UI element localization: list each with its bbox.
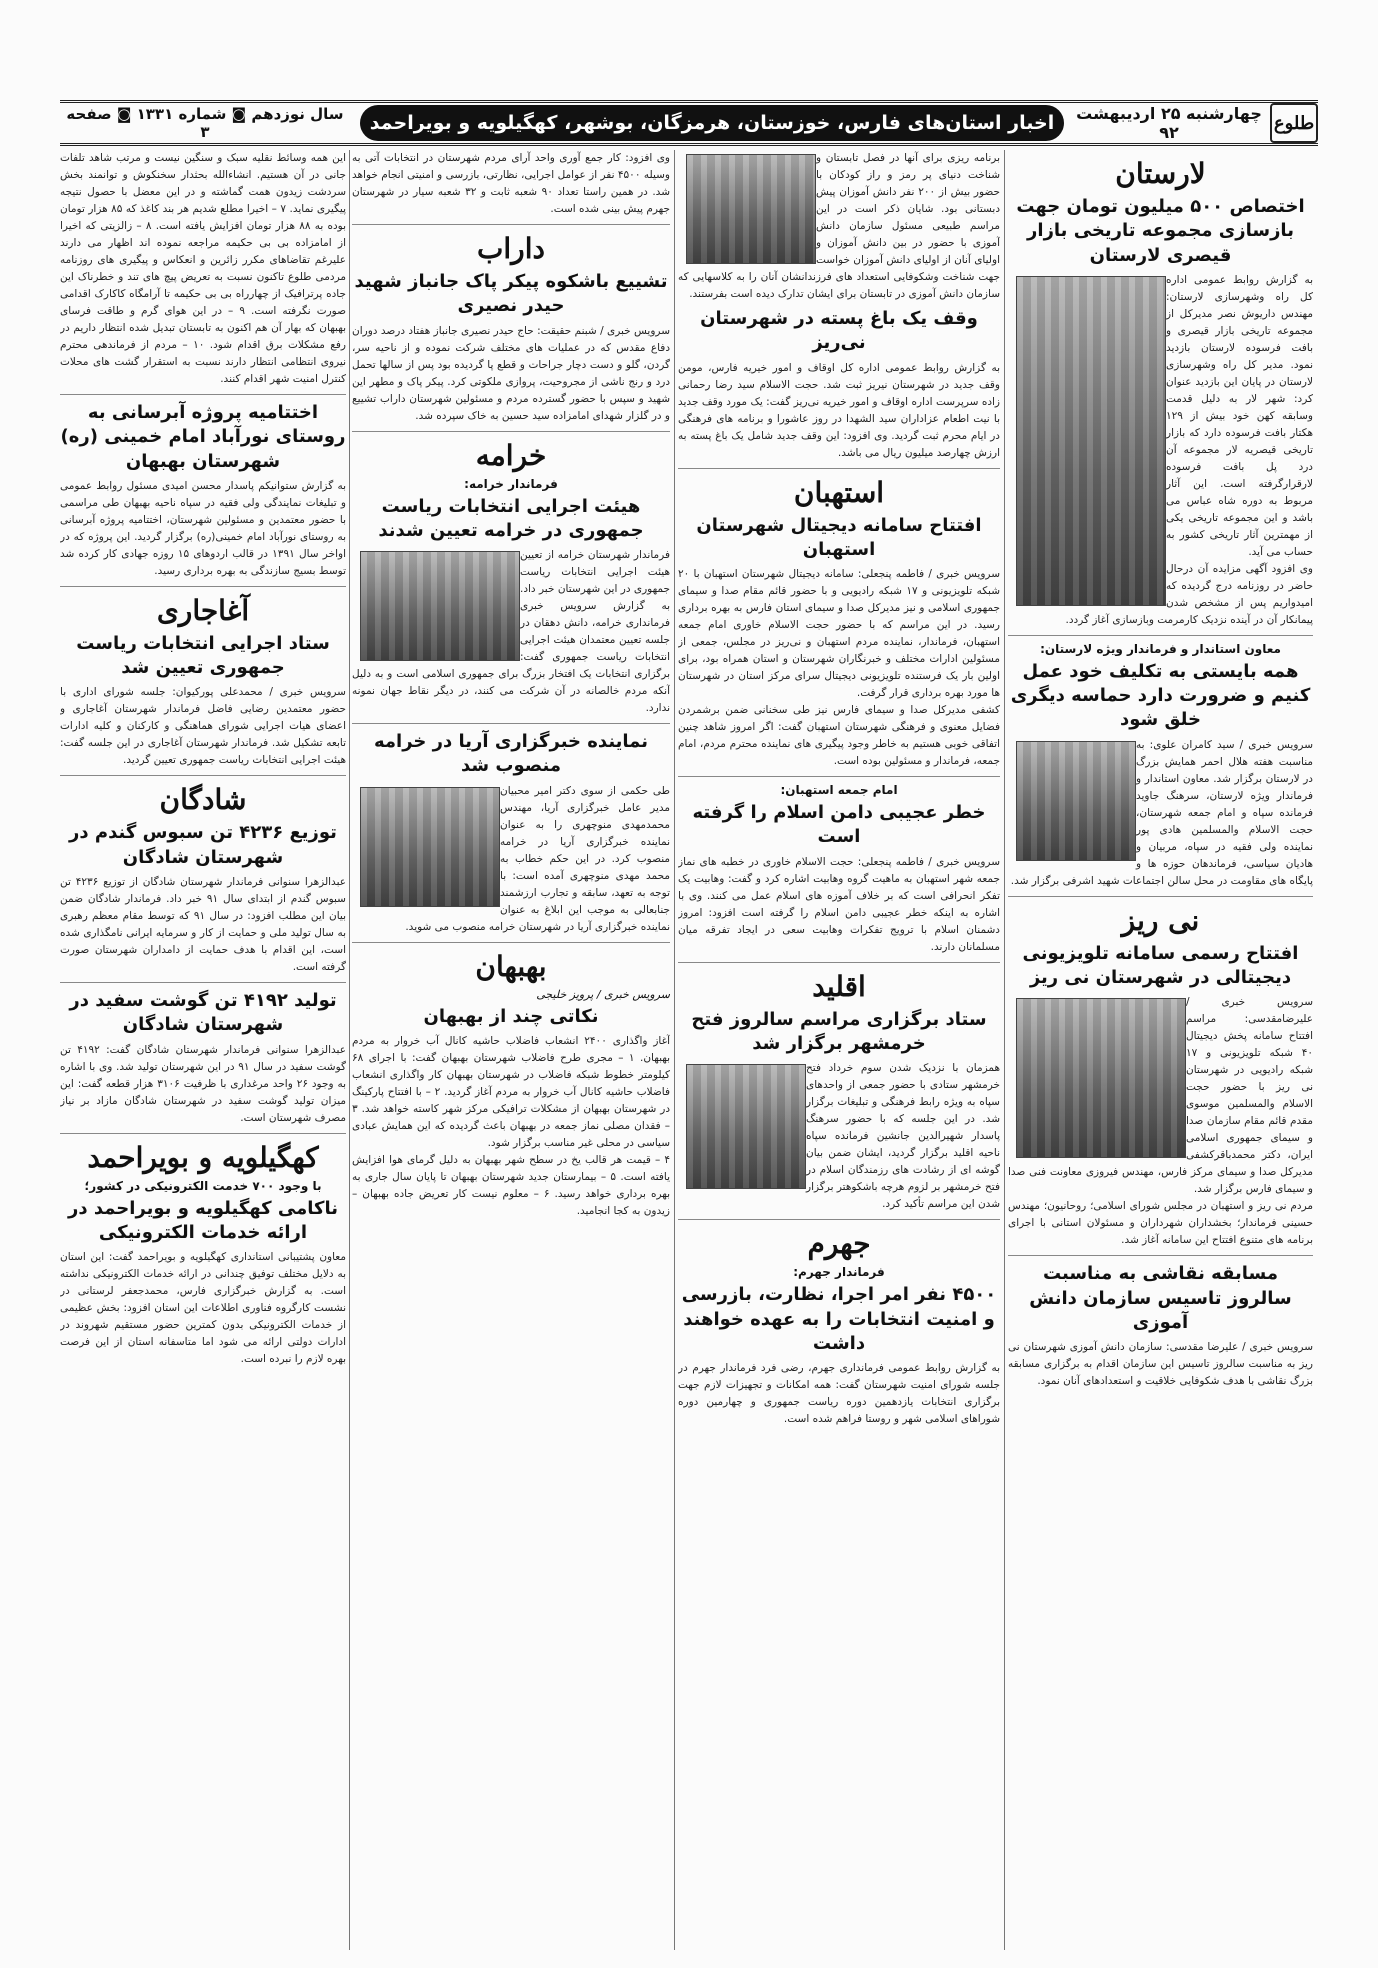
divider (60, 775, 346, 776)
article-headline: اختصاص ۵۰۰ میلیون تومان جهت بازسازی مجموعه تاریخی بازار قیصری لارستان (1016, 196, 1305, 266)
city-heading: بهبهان (475, 949, 547, 983)
article-headline: ستاد برگزاری مراسم سالروز فتح خرمشهر برگزار شد (691, 1008, 987, 1055)
column-3 (352, 150, 670, 1950)
city-heading: نی ریز (1121, 903, 1200, 937)
article-headline: اختتامیه پروژه آبرسانی به روستای نورآباد امام خمینی (ره) شهرستان بهبهان (60, 402, 346, 472)
city-heading: داراب (477, 232, 545, 265)
article-body: به گزارش روابط عمومی اداره کل راه وشهرسازی لارستان: مهندس داریوش نصر مدیرکل از مجموعه تاریخی بازار قیصری و بافت فرسوده لارستان بازدید نمود. مدیر کل راه وشهرسازی لارستان در پایان این بازدید عنوان کرد: شهر لار به دلیل قدمت وسابقه کهن خود بیش از ۱۲۹ هکتار بافت فرسوده دارد که بازار تاریخی قیصریه لار مجموعه آن درد پل بافت فرسوده لارقرارگرفته است. این آثار مربوط به دوره شاه عباس می باشد و این مجموعه تاریخی یکی از مهمترین آثار تاریخی کشور به حساب می آید. (1166, 273, 1313, 558)
divider (1008, 1255, 1313, 1256)
divider (678, 468, 1000, 469)
city-heading: کهگیلویه و بویراحمد (87, 1140, 319, 1174)
article-body: برنامه ریزی برای آنها در فصل تابستان و شناخت دنیای پر رمز و راز کودکان با حضور بیش از ۲۰۰ نفر دانش آموزان پیش دبستانی بود. شایان ذکر است در این مراسم طبیعی مسئول سازمان دانش آموزی با حضور در بین دانش آموزان و اولیای آنان از اولیای دانش آموزان خواست جهت شناخت وشکوفایی استعداد های فرزندانشان آنان را به کلاسهایی که سازمان دانش آموزی در تابستان برای ایشان تدارک دیده است بفرستند. (678, 152, 1000, 300)
divider (60, 586, 346, 587)
representative-photo (360, 787, 500, 907)
article-body: ۴ – قیمت هر قالب یخ در سطح شهر بهبهان به دلیل گرمای هوا افزایش یافته است. ۵ – بیمارستان جدید شهرستان بهبهان تا پایان سال جاری به بهره برداری خواهد رسید. ۶ – معلوم نیست کار تعریض جاده بهبهان – زیدون به کجا انجامید. (352, 1154, 670, 1218)
divider (352, 723, 670, 724)
column-divider (674, 150, 675, 1950)
article-headline: همه بایستی به تکلیف خود عمل کنیم و ضرورت دارد حماسه دیگری خلق شود (1010, 660, 1311, 731)
article-headline: ستاد اجرایی انتخابات ریاست جمهوری تعیین شد (76, 632, 330, 679)
article-headline: توزیع ۴۲۳۶ تن سبوس گندم در شهرستان شادگان (69, 822, 337, 868)
article-body: این همه وسائط نقلیه سبک و سنگین نیست و مرتب شاهد تلفات جانی در آن هستیم. انشاءالله بحثدار سخنکوش و توانمند بخش سردشت زیدون همت گماشته و در این معضل با حصول نتیجه پیگیری نماید. ۷ – اخیرا مطلع شدیم هر بند کاغذ که ۸۵ هزار تومان بوده به ۸۸ هزار تومان افزایش یافته است. ۸ – زالزیتی که اخیرا از امامزاده بی بی حکیمه مراجعه نموده اند اظهار می دارند علیرغم تقاضاهای مکرر زائرین و انعکاس و پیگیری های روزنامه مردمی طلوع تاکنون نسبت به تعریض پیچ های تند و خطرناک این جاده پرترافیک از چهارراه بی بی حکیمه تا آرامگاه کاکارک اقدامی صورت نگرفته است. ۹ – در این هوای گرم و طاقت فرسای بهبهان که بهار آن هم اکنون به تابستان تبدیل شده انتظار داریم در رفع مشکلات برق اقدام شود. ۱۰ – مردم از فرماندهی محترم نیروی انتظامی انتظار دارند نسبت به استقرار گشت های محلات کنترل امنیت شهر اقدام کنند. (60, 152, 346, 385)
column-1 (1008, 150, 1313, 1950)
article-body: سرویس خبری / محمدعلی پورکیوان: جلسه شورای اداری با حضور معتمدین رضایی فاضل فرماندار شهرستان آغاجاری و اعضای هیات اجرایی شورای هماهنگی و کارکنان و کلیه ادارات تابعه تشکیل شد. فرماندار شهرستان آغاجاری در این جلسه گفت: هیئت اجرایی انتخابات ریاست جمهوری تعیین گردید. (60, 686, 346, 767)
article-headline: تشییع باشکوه پیکر پاک جانباز شهید حیدر نصیری (354, 271, 668, 317)
article-body: فرماندار شهرستان خرامه از تعیین هیئت اجرایی انتخابات ریاست جمهوری در این شهرستان خبر داد. به گزارش سرویس خبری فرمانداری خرامه، دانش دهقان در جلسه تعیین معتمدان هیئت اجرایی انتخابات ریاست جمهوری گفت: برگزاری انتخابات یک افتخار بزرگ برای جمهوری اسلامی است و به دلیل آنکه مردم خالصانه در آن شرکت می کنند، در دیگر نقاط جهان نمونه ندارد. (352, 549, 670, 715)
meeting-photo (360, 551, 520, 661)
article-body: عبدالزهرا سنوانی فرماندار شهرستان شادگان از توزیع ۴۲۳۶ تن سبوس گندم از ابتدای سال ۹۱ خبر داد. فرماندار شادگان ضمن بیان این مطلب افزود: در سال ۹۱ که توسط مقام معظم رهبری به سال تولید ملی و حمایت از کار و سرمایه ایرانی نامگذاری شده است، این اقدام با هدف حمایت از دامداران شهرستان صورت گرفته است. (60, 876, 346, 974)
city-heading: جهرم (807, 1227, 871, 1261)
article-body: مردم نی ریز و استهبان در مجلس شورای اسلامی؛ روحانیون؛ مهندس حسینی فرماندار؛ بخشداران شهرداران و مسئولان استانی با اجرای برنامه های متنوع افتتاح این سامانه آغاز شد. (1008, 1200, 1313, 1247)
article-headline: وقف یک باغ پسته در شهرستان نی‌ریز (700, 308, 978, 354)
bazaar-photo (1016, 276, 1166, 606)
article-body: همزمان با نزدیک شدن سوم خرداد فتح خرمشهر ستادی با حضور جمعی از واحدهای سپاه به ویژه رابط فرهنگی و تبلیغات برگزار شد. در این جلسه که با حضور سرهنگ پاسدار شهیرالدین جانشین فرمانده سپاه ناحیه اقلید برگزار گردید، ایشان ضمن بیان گوشه ای از رشادت های رزمندگان اسلام در فتح خرمشهر بر لزوم هرچه باشکوهتر برگزار شدن این مراسم تأکید کرد. (806, 1062, 1000, 1211)
city-heading: خرامه (475, 438, 547, 472)
column-4 (60, 150, 346, 1950)
column-2 (678, 150, 1000, 1950)
city-heading: اقلید (812, 969, 866, 1003)
city-heading: آغاجاری (156, 593, 250, 627)
divider (352, 224, 670, 225)
article-body: معاون پشتیبانی استانداری کهگیلویه و بویراحمد گفت: این استان به دلایل مختلف توفیق چندانی در ارائه خدمات الکترونیکی نداشته است. به گزارش خبرگزاری فارس، محمدجعفر لرستانی در نشست کارگروه فناوری اطلاعات این استان افزود: بخش عظیمی از خدمات الکترونیکی بدون کمترین حضور مستقیم شهروند در ادارات دولتی ارائه می شود اما متاسفانه استان از این فرصت بهره لازم را نبرده است. (60, 1251, 346, 1366)
article-body: وی افزود: کار جمع آوری واحد آرای مردم شهرستان در انتخابات آتی به وسیله ۴۵۰۰ نفر از عوامل اجرایی، نظارتی، بازرسی و امنیتی انجام خواهد شد. در همین راستا تعداد ۹۰ شعبه ثابت و ۳۲ شعبه سیار در شهرستان جهرم پیش بینی شده است. (352, 152, 670, 215)
article-kicker: فرماندار جهرم: (793, 1265, 885, 1280)
article-headline: ناکامی کهگیلویه و بویراحمد در ارائه خدمات الکترونیکی (67, 1197, 339, 1243)
issue-date: چهارشنبه ۲۵ اردیبهشت ۹۲ (1076, 104, 1262, 142)
divider (352, 942, 670, 943)
article-kicker: فرماندار خرامه: (464, 476, 558, 491)
officials-photo (1016, 998, 1186, 1158)
article-kicker: با وجود ۷۰۰ خدمت الکترونیکی در کشور؛ (84, 1178, 322, 1193)
article-headline: خطر عجیبی دامن اسلام را گرفته است (692, 802, 986, 848)
article-byline: سرویس خبری / پرویز خلیجی (536, 987, 670, 1001)
article-body: سرویس خبری / فاطمه پنجعلی: حجت الاسلام خاوری در خطبه های نماز جمعه شهر استهبان به ماهیت گروه وهابیت اشاره کرد و گفت: وهابیت یک تفکر انحرافی است که بر خلاف آموزه های اسلام عمل می کنند. وی با اشاره به اینکه خطر عجیبی دامن اسلام را گرفته است افزود: امروز دشمنان اسلام با ترویج تفکرات وهابیت سعی در ایجاد تفرقه میان مسلمانان دارند. (678, 855, 1000, 953)
divider (678, 1219, 1000, 1220)
section-banner: اخبار استان‌های فارس، خوزستان، هرمزگان، بوشهر، کهگیلویه و بویراحمد (360, 105, 1064, 141)
article-body: سرویس خبری / علیرضا مقدسی: سازمان دانش آموزی شهرستان نی ریز به مناسبت سالروز تاسیس این سازمان اقدام به برگزاری مسابقه بزرگ نقاشی با هدف شکوفایی خلاقیت و استعدادهای آنان نمود. (1008, 1341, 1313, 1388)
article-body: کشفی مدیرکل صدا و سیمای فارس نیز طی سخنانی ضمن برشمردن فضایل معنوی و فرهنگی شهرستان استهبان گفت: اگر امروز شاهد چنین اتفاقی خوبی هستیم به خاطر وجود پیگیری های نماینده محترم مردم، امام جمعه، فرماندار و مسئولین بوده است. (678, 704, 1000, 768)
column-divider (349, 150, 350, 1950)
divider (60, 982, 346, 983)
divider (1008, 896, 1313, 897)
city-heading: لارستان (1115, 157, 1206, 190)
article-body: به گزارش ستوانیکم پاسدار محسن امیدی مسئول روابط عمومی و تبلیغات نمایندگی ولی فقیه در سپاه ناحیه بهبهان طی مراسمی با حضور معتمدین و مسئولین شهرستان، اختتامیه پروژه آبرسانی به روستای نورآباد امام خمینی(ره) برگزار گردید. این پروژه که در اواخر سال ۱۳۹۱ در قالب اردوهای ۱۵ روزه جهادی کار کرده شد توسط بسیج سازندگی به بهره برداری رسید. (60, 479, 346, 577)
article-body: وی افزود آگهی مزایده آن درحال حاضر در روزنامه درج گردیده که امیدواریم پس از مشخص شدن پیمانکار آن در آینده نزدیک کارمرمت وبازسازی آغاز گردد. (1065, 562, 1313, 626)
issue-info: سال نوزدهم ◙ شماره ۱۳۳۱ ◙ صفحه ۳ (66, 105, 344, 141)
article-body: به گزارش روابط عمومی فرمانداری جهرم، رضی فرد فرماندار جهرم در جلسه شورای امنیت شهرستان گفت: همه امکانات و تجهیزات لازم جهت برگزاری انتخابات یازدهمین دوره ریاست جمهوری و چهارمین دوره شوراهای اسلامی شهر و روستا فراهم شده است. (678, 1362, 1000, 1426)
students-photo (686, 154, 816, 264)
article-headline: نکاتی چند از بهبهان (423, 1005, 599, 1027)
divider (60, 394, 346, 395)
article-headline: نماینده خبرگزاری آریا در خرامه منصوب شد (373, 731, 649, 777)
divider (678, 776, 1000, 777)
ceremony-photo (1016, 741, 1136, 861)
article-body: عبدالزهرا سنوانی فرماندار شهرستان شادگان گفت: ۴۱۹۲ تن گوشت سفید در سال ۹۱ در این شهرستان تولید شد. وی با اشاره به وجود ۲۶ واحد مرغداری با ظرفیت ۳۱۰۶ هزار قطعه گفت: این میزان تولید گوشت سفید در شهرستان شادگان مازاد بر نیاز مصرف شهرستان است. (60, 1043, 346, 1124)
article-body: سرویس خبری / شبنم حقیقت: حاج حیدر نصیری جانباز هفتاد درصد دوران دفاع مقدس که در عملیات های مختلف شرکت نموده و از ناحیه سر، گردن، گلو و دست دچار جراحات و قطع پا گردیده بود پس از سالها تحمل درد و رنج ناشی از مجروحیت، پروازی ملکوتی کرد. پیکر پاک و مطهر این شهید و سپس با حضور گسترده مردم و مسئولین شهرستان داراب تشییع و در گلزار شهدای امامزاده سید حسین به خاک سپرده شد. (352, 324, 670, 422)
divider (352, 431, 670, 432)
article-headline: افتتاح رسمی سامانه تلویزیونی دیجیتالی در شهرستان نی ریز (1022, 942, 1299, 989)
article-headline: هیئت اجرایی انتخابات ریاست جمهوری در خرامه تعیین شدند (378, 495, 644, 541)
commander-photo (686, 1064, 806, 1189)
article-headline: تولید ۴۱۹۲ تن گوشت سفید در شهرستان شادگان (69, 990, 337, 1036)
city-heading: شادگان (159, 783, 247, 817)
article-headline: ۴۵۰۰ نفر امر اجرا، نظارت، بازرسی و امنیت انتخابات را به عهده خواهند داشت (681, 1284, 997, 1354)
article-body: سرویس خبری / علیرضامقدسی: مراسم افتتاح سامانه پخش دیجیتال ۴۰ شبکه تلویزیونی و ۱۷ شبکه رادیویی در شهرستان نی ریز با حضور حجت الاسلام والمسلمین موسوی مقدم قائم مقام سازمان صدا و سیمای جمهوری اسلامی ایران، دکتر محمدباقرکشفی مدیرکل صدا و سیمای مرکز فارس، مهندس فیروزی معاونت فنی صدا و سیمای فارس برگزار شد. (1008, 996, 1313, 1196)
column-divider (1004, 150, 1005, 1950)
city-heading: استهبان (793, 475, 885, 509)
article-body: سرویس خبری / سید کامران علوی: به مناسبت هفته هلال احمر همایش بزرگ در لارستان برگزار شد. معاون استاندار و فرماندار ویژه لارستان، سرهنگ جاوید فرمانده سپاه و امام جمعه شهرستان، حجت الاسلام والمسلمین هادی پور نماینده ولی فقیه در سپاه، مربیان و هادیان سیاسی، فرماندهان حوزه ها و پایگاه های مقاومت در محل سالن اجتماعات شهید اشرفی برگزار شد. (1010, 738, 1313, 887)
article-kicker: معاون استاندار و فرماندار ویژه لارستان: (1040, 641, 1281, 656)
newspaper-logo: طلوع (1270, 103, 1318, 143)
article-body: آغاز واگذاری ۲۴۰۰ انشعاب فاضلاب حاشیه کانال آب خروار به مردم بهبهان. ۱ – مجری طرح فاضلاب شهرستان بهبهان گفت: با اجرای ۶۸ کیلومتر خطوط شبکه فاضلاب در شهرستان بهبهان کار واگذاری انشعاب فاضلاب حاشیه کانال آب خروار به مردم آغاز گردید. ۲ – با افتتاح پارکینگ در شهرستان بهبهان از مشکلات ترافیکی مرکز شهر کاسته خواهد شد. ۳ – فقدان مصلی نماز جمعه در بهبهان باعث گردیده که این همایش عبادی سیاسی در محلی غیر مناسب برگزار شود. (352, 1035, 670, 1150)
article-headline: افتتاح سامانه دیجیتال شهرستان استهبان (696, 514, 982, 560)
article-headline: مسابقه نقاشی به مناسبت سالروز تاسیس سازمان دانش آموزی (1029, 1263, 1292, 1333)
divider (60, 1133, 346, 1134)
divider (678, 962, 1000, 963)
article-body: به گزارش روابط عمومی اداره کل اوقاف و امور خیریه فارس، مومن وقف جدید در شهرستان نیریز ثبت شد. حجت الاسلام سید رضا رحمانی زاده سرپرست اداره اوقاف و امور خیریه نی‌ریز گفت: یک مورد وقف جدید با نیت اطعام عزاداران سید الشهدا در روز عاشورا و برنامه های فرهنگی در ایام محرم ثبت گردید. وی افزود: این وقف جدید شامل یک باغ پسته به ارزش چهارصد میلیون ریال می باشد. (678, 361, 1000, 459)
divider (1008, 635, 1313, 636)
article-kicker: امام جمعه استهبان: (780, 783, 898, 798)
article-body: سرویس خبری / فاطمه پنجعلی: سامانه دیجیتال شهرستان استهبان با ۲۰ شبکه تلویزیونی و ۱۷ شبکه رادیویی و با حضور قائم مقام صدا و سیمای جمهوری اسلامی و نیز مدیرکل صدا و سیمای استان فارس به بهره برداری رسید. در این مراسم که با حضور حجت الاسلام خاوری امام جمعه استهبان، فرماندار، نماینده مردم استهبان و نی‌ریز در مجلس، جمعی از مسئولین ادارات مختلف و خبرنگاران شهرستان و استان همراه بود، برای اولین بار یک فرستنده تلویزیونی دیجیتال سرای مرکز استان در شهرستان ها مورد بهره برداری قرار گرفت. (678, 568, 1000, 700)
page-header (60, 100, 1318, 146)
article-body: طی حکمی از سوی دکتر امیر محبیان مدیر عامل خبرگزاری آریا، مهندس محمدمهدی منوچهری را به عنوان نماینده خبرگزاری آریا در خرامه منصوب کرد. در این حکم خطاب به محمد مهدی منوچهری آمده است: با توجه به تعهد، سابقه و تجارب ارزشمند جنابعالی به موجب این ابلاغ به عنوان نماینده خبرگزاری آریا در شهرستان خرامه منصوب می شوید. (405, 784, 670, 933)
